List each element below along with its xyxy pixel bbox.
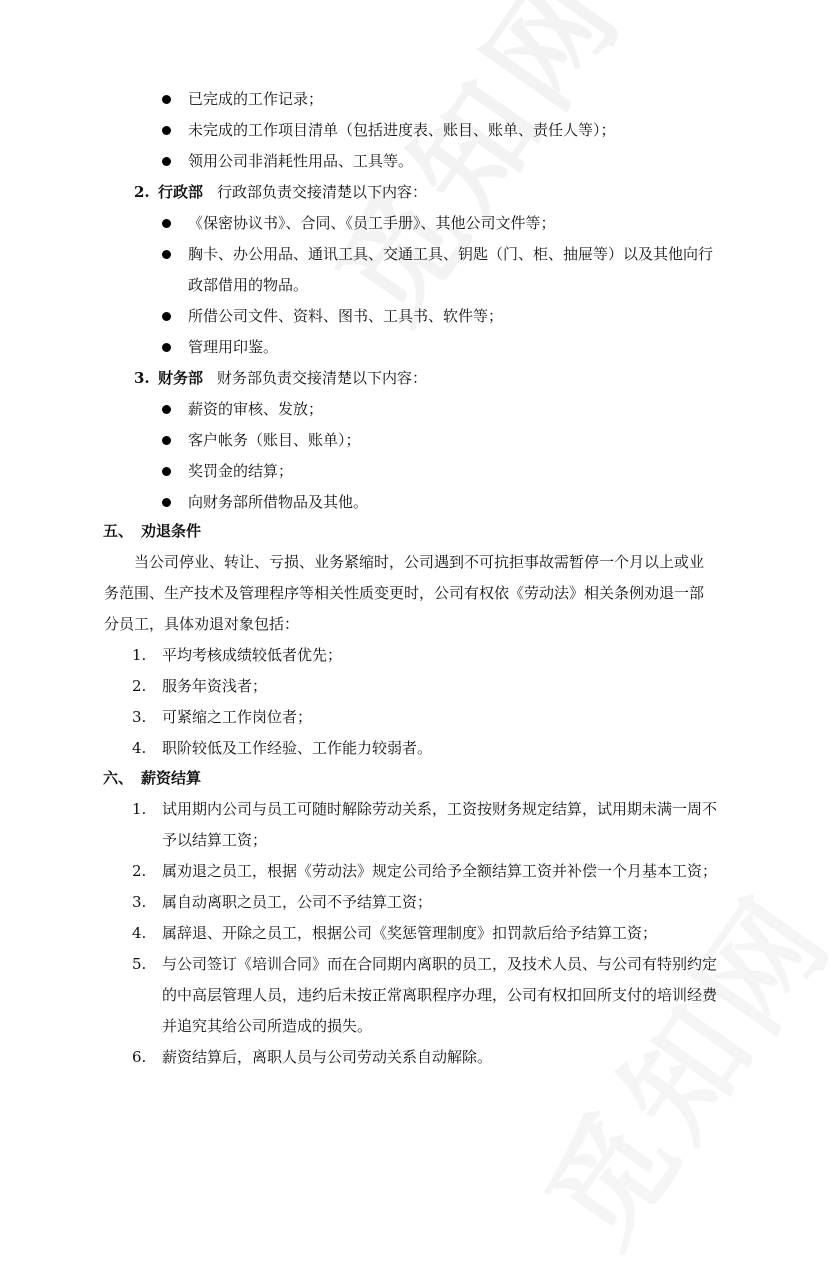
list-item: 职阶较低及工作经验、工作能力较弱者。 [162,739,433,757]
list-item: 属自动离职之员工，公司不予结算工资； [162,893,433,911]
bullet-dot [162,219,171,228]
bullet-dot [162,498,171,507]
bullet-item: 胸卡、办公用品、通讯工具、交通工具、钥匙（门、柜、抽屉等）以及其他向行 [188,245,714,263]
bullet-dot [162,436,171,445]
bullet-dot [162,95,171,104]
bullet-item: 向财务部所借物品及其他。 [188,493,369,511]
bullet-dot [162,157,171,166]
list-number: 3. [132,893,147,911]
bullet-item: 薪资的审核、发放； [188,400,324,418]
section6-number: 六、 [103,769,134,787]
bullet-item-continued: 政部借用的物品。 [188,276,309,294]
finance-number: 3. [134,369,150,387]
list-item-continued: 予以结算工资； [162,831,268,849]
finance-heading [158,368,427,388]
watermark [290,0,655,349]
finance-title: 财务部 [158,369,204,387]
admin-title: 行政部 [158,183,204,201]
list-item: 服务年资浅者； [162,677,268,695]
list-number: 5. [132,955,147,973]
list-number: 1. [132,646,147,664]
bullet-dot [162,343,171,352]
list-item-continued: 并追究其给公司所造成的损失。 [162,1017,373,1035]
watermark-bottom [500,855,830,1273]
list-number: 2. [132,862,147,880]
list-item: 属劝退之员工，根据《劳动法》规定公司给予全额结算工资并补偿一个月基本工资； [162,862,718,880]
bullet-item: 所借公司文件、资料、图书、工具书、软件等； [188,307,504,325]
list-item: 属辞退、开除之员工，根据公司《奖惩管理制度》扣罚款后给予结算工资； [162,924,658,942]
section5-paragraph-line: 务范围、生产技术及管理程序等相关性质变更时，公司有权依《劳动法》相关条例劝退一部 [104,584,705,602]
section5-title: 劝退条件 [141,522,202,540]
admin-number: 2. [134,183,150,201]
finance-desc: 财务部负责交接清楚以下内容： [217,369,428,387]
list-number: 4. [132,924,147,942]
bullet-item: 未完成的工作项目清单（包括进度表、账目、账单、责任人等）； [188,121,616,139]
bullet-dot [162,126,171,135]
list-item-continued: 的中高层管理人员，违约后未按正常离职程序办理，公司有权扣回所支付的培训经费 [162,986,718,1004]
bullet-dot [162,405,171,414]
list-number: 3. [132,708,147,726]
bullet-item: 已完成的工作记录； [188,90,324,108]
bullet-dot [162,467,171,476]
list-item: 可紧缩之工作岗位者； [162,708,313,726]
list-item: 平均考核成绩较低者优先； [162,646,343,664]
list-item: 薪资结算后，离职人员与公司劳动关系自动解除。 [162,1048,493,1066]
bullet-item: 管理用印鉴。 [188,338,279,356]
list-item: 试用期内公司与员工可随时解除劳动关系，工资按财务规定结算，试用期未满一周不 [162,800,718,818]
bullet-item: 《保密协议书》、合同、《员工手册》、其他公司文件等； [188,214,556,232]
admin-desc: 行政部负责交接清楚以下内容： [217,183,428,201]
list-number: 2. [132,677,147,695]
list-number: 6. [132,1048,147,1066]
bullet-item: 客户帐务（账目、账单）； [188,431,361,449]
bullet-dot [162,312,171,321]
list-number: 1. [132,800,147,818]
section5-paragraph-line: 当公司停业、转让、亏损、业务紧缩时，公司遇到不可抗拒事故需暂停一个月以上或业 [134,553,705,571]
bullet-item: 领用公司非消耗性用品、工具等。 [188,152,414,170]
admin-heading [158,182,427,202]
section6-title: 薪资结算 [141,769,202,787]
section5-paragraph-line: 分员工，具体劝退对象包括： [104,615,300,633]
bullet-dot [162,250,171,259]
section5-number: 五、 [103,522,134,540]
list-item: 与公司签订《培训合同》而在合同期内离职的员工，及技术人员、与公司有特别约定 [162,955,718,973]
list-number: 4. [132,739,147,757]
bullet-item: 奖罚金的结算； [188,462,294,480]
